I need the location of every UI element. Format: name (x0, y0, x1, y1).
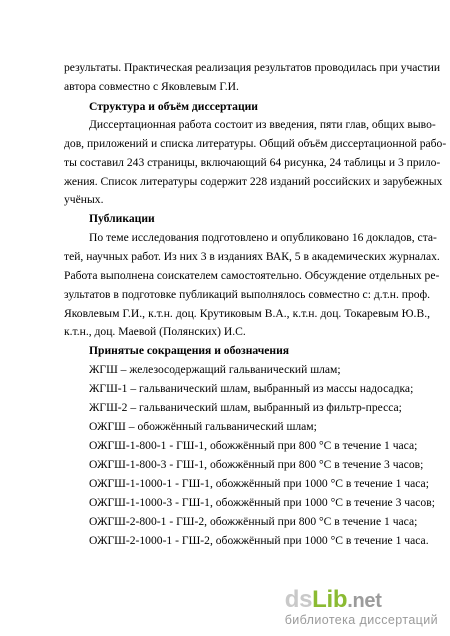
structure-line-5: учёных. (64, 193, 104, 206)
abbreviation-item: ОЖГШ-1-1000-3 - ГШ-1, обожжённый при 1000 °С в течение 3 часов; (89, 496, 435, 509)
publications-line-5: Яковлевым Г.И., к.т.н. доц. Крутиковым В.А., к.т.н. доц. Токаревым Ю.В., (64, 307, 430, 320)
watermark (285, 588, 438, 627)
publications-line-6: к.т.н., доц. Маевой (Полянских) И.С. (64, 325, 246, 338)
section-heading-structure: Структура и объём диссертации (89, 100, 258, 113)
watermark-logo-lib: Lib (312, 586, 348, 613)
abbreviation-item: ЖГШ-1 – гальванический шлам, выбранный из массы надосадка; (89, 382, 414, 395)
publications-line-2: тей, научных работ. Из них 3 в изданиях ВАК, 5 в академических журналах. (64, 250, 440, 263)
abbreviation-item: ЖГШ-2 – гальванический шлам, выбранный из фильтр-пресса; (89, 401, 402, 414)
structure-line-3: ты составил 243 страницы, включающий 64 рисунка, 24 таблицы и 3 прило- (64, 156, 441, 169)
watermark-logo-ds: ds (284, 586, 313, 613)
abbreviation-item: ОЖГШ-1-1000-1 - ГШ-1, обожжённый при 1000 °С в течение 1 часа; (89, 477, 429, 490)
abbreviation-item: ОЖГШ – обожжённый гальванический шлам; (89, 420, 317, 433)
watermark-logo-net: .net (347, 590, 382, 612)
section-heading-abbreviations: Принятые сокращения и обозначения (89, 344, 290, 357)
publications-line-4: зультатов в подготовке публикаций выполнялось совместно с: д.т.н. проф. (64, 288, 430, 301)
intro-line-2: автора совместно с Яковлевым Г.И. (64, 80, 239, 93)
structure-line-1: Диссертационная работа состоит из введения, пяти глав, общих выво- (89, 118, 436, 131)
structure-line-2: дов, приложений и списка литературы. Общий объём диссертационной рабо- (64, 137, 447, 150)
section-heading-publications: Публикации (89, 212, 155, 225)
abbreviation-item: ЖГШ – железосодержащий гальванический шлам; (89, 363, 341, 376)
abbreviation-item: ОЖГШ-1-800-3 - ГШ-1, обожжённый при 800 °С в течение 3 часов; (89, 458, 424, 471)
abbreviation-item: ОЖГШ-1-800-1 - ГШ-1, обожжённый при 800 °С в течение 1 часа; (89, 439, 418, 452)
watermark-logo (285, 588, 438, 613)
publications-line-3: Работа выполнена соискателем самостоятельно. Обсуждение отдельных ре- (64, 269, 440, 282)
abbreviation-item: ОЖГШ-2-800-1 - ГШ-2, обожжённый при 800 °С в течение 1 часа; (89, 515, 418, 528)
structure-line-4: жения. Список литературы содержит 228 изданий российских и зарубежных (64, 175, 443, 188)
watermark-subtitle: библиотека диссертаций (284, 613, 438, 627)
publications-line-1: По теме исследования подготовлено и опубликовано 16 докладов, ста- (89, 231, 437, 244)
abbreviation-item: ОЖГШ-2-1000-1 - ГШ-2, обожжённый при 1000 °С в течение 1 часа. (89, 534, 429, 547)
intro-line-1: результаты. Практическая реализация результатов проводилась при участии (64, 61, 441, 74)
